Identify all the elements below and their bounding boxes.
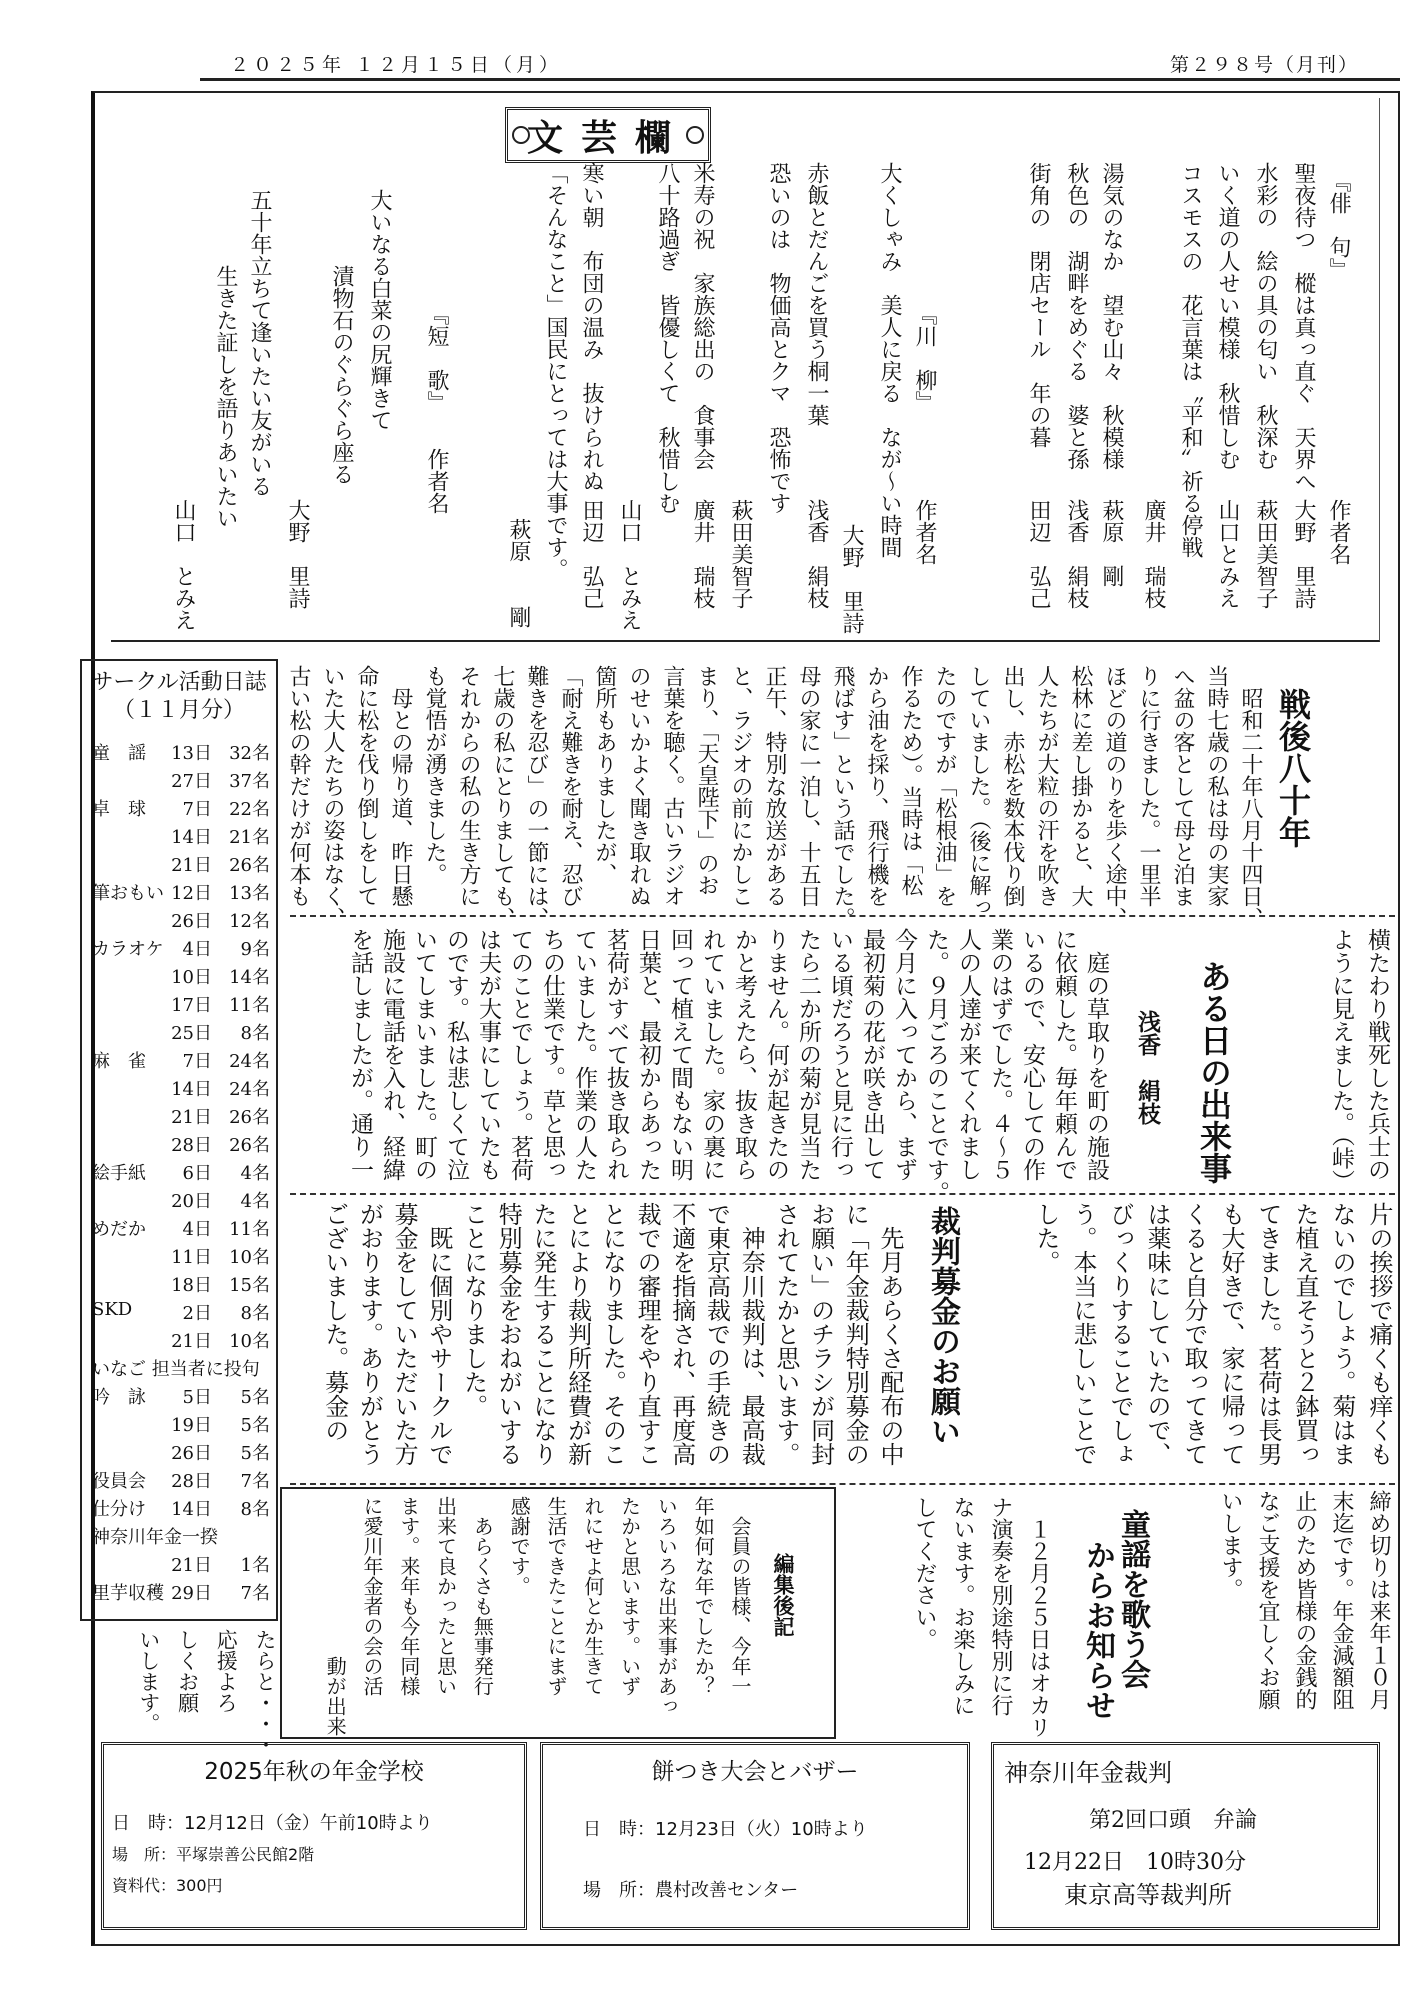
text-line: 人の人達が来てくれまし xyxy=(955,928,981,1181)
log-row xyxy=(88,1159,272,1187)
poem-text: 寒い朝 布団の温み 抜けられぬ xyxy=(579,162,604,492)
notice-title: 餅つき大会とバザー xyxy=(651,1759,859,1785)
circle-name: カラオケ xyxy=(92,939,164,960)
poem-text: 大くしゃみ 美人に戻る なが～い時間 xyxy=(877,162,902,558)
activity-date: 6日 xyxy=(182,1163,212,1184)
activity-date: 7日 xyxy=(182,799,212,820)
text-line: ていました。作業の人た xyxy=(571,928,597,1181)
text-line: 年如何な年でしたか？ xyxy=(691,1496,716,1696)
text-line: ます。来年も今年同様 xyxy=(396,1496,421,1696)
log-row xyxy=(88,1355,272,1383)
text-line: 最初菊の花が咲き出して xyxy=(859,928,885,1181)
poem-text: 大いなる白菜の尻輝きて xyxy=(367,189,392,431)
poem-text: 米寿の祝 家族総出の 食事会 xyxy=(690,162,715,470)
log-row xyxy=(88,1551,272,1579)
text-line: いします。 xyxy=(1218,1490,1243,1600)
text-line: 不適を指摘され、再度高 xyxy=(667,1202,696,1466)
log-row xyxy=(88,1495,272,1523)
text-line: いた大人たちの姿はなく、 xyxy=(320,665,345,929)
header-rule xyxy=(200,78,1400,81)
log-row xyxy=(88,1271,272,1299)
circle-activity-log xyxy=(80,659,278,1621)
attendance-count: 15名 xyxy=(229,1275,270,1296)
attendance-count: 5名 xyxy=(240,1443,270,1464)
article-author-aruhi: 浅香 絹枝 xyxy=(1134,1010,1160,1125)
attendance-count: 21名 xyxy=(229,827,270,848)
circle-name: 吟 詠 xyxy=(92,1387,146,1408)
notice-place: 場 所：平塚崇善公民館2階 xyxy=(112,1845,315,1864)
text-line: へ盆の客として母と泊ま xyxy=(1170,665,1195,907)
attendance-count: 9名 xyxy=(240,939,270,960)
circle-name: 役員会 xyxy=(92,1471,146,1492)
text-line: たに発生することになり xyxy=(528,1202,557,1466)
activity-date: 21日 xyxy=(171,1555,212,1576)
text-line: ことになりました。 xyxy=(459,1202,488,1418)
attendance-count: 26名 xyxy=(229,1107,270,1128)
text-line: 言葉を聴く。古いラジオ xyxy=(660,665,685,907)
activity-date: 14日 xyxy=(171,1079,212,1100)
text-line: あらくさも無事発行 xyxy=(470,1496,495,1696)
text-line: た植え直そうと２鉢買っ xyxy=(1291,1202,1319,1466)
bungei-title: 文芸欄 xyxy=(526,117,689,159)
attendance-count: 24名 xyxy=(229,1079,270,1100)
notice-title: 神奈川年金裁判 xyxy=(1004,1759,1172,1787)
text-line: も覚悟が湧きました。 xyxy=(422,665,447,885)
poem-author: 田辺 弘己 xyxy=(1026,499,1051,609)
poem-text: 湯気のなか 望む山々 秋模様 xyxy=(1099,162,1124,470)
article-douyou xyxy=(905,1496,1057,1741)
poem-author: 廣井 瑞枝 xyxy=(1141,499,1166,609)
attendance-count: 11名 xyxy=(229,995,270,1016)
text-line: 母との帰り道、昨日懸 xyxy=(388,665,413,907)
text-line: も大好きで、家に帰って xyxy=(1217,1202,1245,1466)
activity-date: 26日 xyxy=(171,1443,212,1464)
log-row xyxy=(88,991,272,1019)
text-line: 人たちが大粒の汗を吹き xyxy=(1034,665,1059,907)
log-row xyxy=(88,1243,272,1271)
circle-name: いなご 担当者に投句 xyxy=(92,1359,260,1380)
poem-author: 山口とみえ xyxy=(1215,499,1240,609)
text-line: 末迄です。年金減額阻 xyxy=(1329,1490,1354,1710)
log-row xyxy=(88,1299,272,1327)
attendance-count: 10名 xyxy=(229,1331,270,1352)
text-line: りに行きました。一里半 xyxy=(1136,665,1161,907)
text-line: 裁での審理をやり直すこ xyxy=(633,1202,662,1466)
text-line: 止のため皆様の金銭的 xyxy=(1292,1490,1317,1710)
activity-date: 26日 xyxy=(171,911,212,932)
text-line: う。本当に悲しいことで xyxy=(1069,1202,1097,1466)
text-line: とになりました。そのこ xyxy=(598,1202,627,1466)
log-row xyxy=(88,739,272,767)
attendance-count: 14名 xyxy=(229,967,270,988)
text-line: たら二か所の菊が見当た xyxy=(795,928,821,1181)
log-row xyxy=(88,1523,272,1551)
text-line: れにせよ何とか生きて xyxy=(580,1496,605,1696)
poem-author: 大野 里詩 xyxy=(1291,499,1316,609)
text-line: いします。 xyxy=(136,1629,161,1734)
log-row xyxy=(88,1411,272,1439)
text-line: 古い松の幹だけが何本も xyxy=(286,665,311,907)
attendance-count: 10名 xyxy=(229,1247,270,1268)
text-line: 片の挨拶で痛くも痒くも xyxy=(1365,1202,1393,1466)
log-row xyxy=(88,935,272,963)
attendance-count: 7名 xyxy=(240,1583,270,1604)
text-line: りません。何が起きたの xyxy=(763,928,789,1181)
notice-place: 場 所：農村改善センター xyxy=(583,1880,799,1901)
text-line: 動が出来 xyxy=(323,1656,348,1736)
text-line: に「年金裁判特別募金の xyxy=(841,1202,870,1466)
poem-author: 山口 とみえ xyxy=(171,499,196,631)
text-line: なご支援を宜しくお願 xyxy=(1255,1490,1280,1710)
attendance-count: 12名 xyxy=(229,911,270,932)
divider xyxy=(290,1193,1395,1195)
poem-author: 萩原 剛 xyxy=(506,518,531,628)
notice-datetime: 12月22日 10時30分 xyxy=(1024,1850,1246,1875)
text-line: 神奈川裁判は、最高裁 xyxy=(737,1202,766,1466)
poem-author: 山口 とみえ xyxy=(617,499,642,631)
log-title: サークル活動日誌 xyxy=(91,670,267,695)
text-line: ないます。お楽しみに xyxy=(950,1496,975,1716)
activity-date: 21日 xyxy=(171,855,212,876)
text-line: たのですが「松根油」を xyxy=(932,665,957,907)
issue-number: 第２９８号（月刊） xyxy=(1170,54,1360,76)
activity-date: 14日 xyxy=(171,827,212,848)
poem-author: 萩田美智子 xyxy=(1253,499,1278,609)
notice-trial xyxy=(991,1742,1380,1930)
text-line: １２月２５日はオカリ xyxy=(1026,1496,1051,1738)
text-line: たらと・・・ xyxy=(253,1629,277,1755)
attendance-count: 5名 xyxy=(240,1387,270,1408)
poem-author: 浅香 絹枝 xyxy=(804,499,829,609)
attendance-count: 5名 xyxy=(240,1415,270,1436)
text-line: てのことでしょう。茗荷 xyxy=(507,928,533,1181)
author-column-heading: 作者名 xyxy=(912,499,937,565)
text-line: とにより裁判所経費が新 xyxy=(563,1202,592,1466)
text-line: と、ラジオの前にかしこ xyxy=(728,665,753,907)
notice-datetime: 日 時：12月12日（金）午前10時より xyxy=(112,1813,433,1834)
attendance-count: 37名 xyxy=(229,771,270,792)
log-row xyxy=(88,1383,272,1411)
log-row xyxy=(88,767,272,795)
notice-mochi xyxy=(540,1742,970,1930)
text-line: ナ演奏を別途特別に行 xyxy=(988,1496,1013,1716)
issue-date: ２０２５年 １２月１５日（月） xyxy=(230,54,563,76)
cloud-ornament-icon xyxy=(686,126,704,144)
log-row xyxy=(88,1075,272,1103)
text-line: 出し、赤松を数本伐り倒 xyxy=(1000,665,1025,907)
article-title-douyou: 童謡を歌う会 xyxy=(1115,1509,1150,1689)
circle-name: 仕分け xyxy=(92,1499,146,1520)
text-line: 今月に入ってから、まず xyxy=(891,928,917,1181)
log-row xyxy=(88,851,272,879)
activity-date: 4日 xyxy=(182,939,212,960)
notice-pension-school xyxy=(101,1742,527,1930)
poem-text: 五十年立ちて逢いたい友がいる xyxy=(247,189,272,497)
text-line: 横たわり戦死した兵士の xyxy=(1364,928,1390,1181)
editor-note xyxy=(316,1496,758,1734)
poem-text: 街角の 閉店セール 年の暮 xyxy=(1026,162,1051,448)
text-line: くると自分で取ってきて xyxy=(1180,1202,1208,1466)
section-heading: 『川 柳』 xyxy=(912,303,937,413)
poem-text: 「そんなこと」国民にとっては大事です。 xyxy=(543,162,568,580)
text-line: は夫が大事にしていたも xyxy=(475,928,501,1181)
text-line: ように見えました。（峠） xyxy=(1328,928,1354,1193)
text-line: ほどの道のりを歩く途中、 xyxy=(1102,665,1127,929)
circle-name: 麻 雀 xyxy=(92,1051,146,1072)
text-line: 箇所もありましたが、 xyxy=(592,665,617,885)
text-line: ございました。募金の xyxy=(320,1202,349,1442)
activity-date: 21日 xyxy=(171,1107,212,1128)
article-title-bokin: 裁判募金のお願い xyxy=(925,1206,960,1446)
log-row xyxy=(88,1439,272,1467)
text-line: た。９月ごろのことです。 xyxy=(923,928,949,1204)
attendance-count: 26名 xyxy=(229,1135,270,1156)
text-line: 施設に電話を入れ、経緯 xyxy=(379,928,405,1181)
text-line: 松林に差し掛かると、大 xyxy=(1068,665,1093,907)
notice-datetime: 日 時：12月23日（火）10時より xyxy=(583,1819,868,1840)
text-line: いるので、安心しての作 xyxy=(1019,928,1045,1181)
text-line: に依頼した。毎年頼んで xyxy=(1051,928,1077,1181)
poem-author: 浅香 絹枝 xyxy=(1064,499,1089,609)
article-title-sengo: 戦後八十年 xyxy=(1274,688,1312,848)
text-line: たかと思います。いず xyxy=(617,1496,642,1696)
log-row xyxy=(88,963,272,991)
activity-date: 2日 xyxy=(182,1303,212,1324)
activity-date: 14日 xyxy=(171,1499,212,1520)
text-line: びっくりすることでしょ xyxy=(1106,1202,1134,1466)
text-line: 七歳の私にとりましても、 xyxy=(490,665,515,929)
poem-author: 廣井 瑞枝 xyxy=(690,499,715,609)
author-column-heading: 作者名 xyxy=(1326,499,1351,565)
log-row xyxy=(88,1579,272,1607)
circle-name: 童 謡 xyxy=(92,743,146,764)
activity-date: 20日 xyxy=(171,1191,212,1212)
notice-session: 第2回口頭 弁論 xyxy=(1089,1808,1257,1833)
text-line: かと考えたら、抜き取ら xyxy=(731,928,757,1181)
notice-fee: 資料代：300円 xyxy=(112,1876,223,1895)
text-line: ないのでしょう。菊はま xyxy=(1328,1202,1356,1466)
text-line: 感謝です。 xyxy=(507,1496,532,1596)
poem-text: 赤飯とだんごを買う桐一葉 xyxy=(804,162,829,426)
attendance-count: 32名 xyxy=(229,743,270,764)
text-line: 「耐え難きを耐え、忍び xyxy=(558,665,583,907)
log-row xyxy=(88,1327,272,1355)
circle-name: 里芋収穫 xyxy=(92,1583,164,1604)
section-heading: 『俳 句』 xyxy=(1326,170,1351,280)
log-row xyxy=(88,879,272,907)
text-line: 既に個別やサークルで xyxy=(424,1202,453,1466)
text-line: していました。（後に解っ xyxy=(966,665,991,918)
activity-date: 10日 xyxy=(171,967,212,988)
text-line: 飛ばす」という話でした。 xyxy=(830,665,855,929)
article-sengo xyxy=(281,665,1267,929)
editor-note-continued xyxy=(129,1629,284,1755)
attendance-count: 13名 xyxy=(229,883,270,904)
bungei-title-banner xyxy=(505,107,711,163)
text-line: に愛川年金者の会の活 xyxy=(360,1496,385,1696)
text-line: した。 xyxy=(1032,1202,1060,1274)
text-line: それからの私の生き方に xyxy=(456,665,481,907)
text-line: 難きを忍び」の一節には、 xyxy=(524,665,549,929)
text-line: いる頃だろうと見に行っ xyxy=(827,928,853,1181)
poem-author: 大野 里詩 xyxy=(839,524,864,634)
text-line: 先月あらくさ配布の中 xyxy=(876,1202,904,1466)
activity-date: 28日 xyxy=(171,1135,212,1156)
activity-date: 4日 xyxy=(182,1219,212,1240)
log-row xyxy=(88,1467,272,1495)
log-row xyxy=(88,1215,272,1243)
attendance-count: 26名 xyxy=(229,855,270,876)
poem-text: コスモスの 花言葉は〝平和〟祈る停戦 xyxy=(1178,162,1203,558)
poem-text: 生きた証しを語りあいたい xyxy=(213,265,238,529)
editor-note-title: 編集後記 xyxy=(771,1553,795,1637)
article-sengo-continued xyxy=(1323,928,1395,1193)
attendance-count: 8名 xyxy=(240,1023,270,1044)
text-line: 正午、特別な放送がある xyxy=(762,665,787,907)
poem-author: 萩原 剛 xyxy=(1099,499,1124,587)
activity-date: 18日 xyxy=(171,1275,212,1296)
poem-author: 大野 里詩 xyxy=(285,499,310,609)
log-row xyxy=(88,1131,272,1159)
text-line: しくお願 xyxy=(175,1629,200,1713)
article-bokin xyxy=(317,1202,907,1482)
text-line: 応援よろ xyxy=(214,1629,239,1713)
text-line: 庭の草取りを町の施設 xyxy=(1083,928,1109,1181)
text-line: 昭和二十年八月十四日、 xyxy=(1238,665,1263,929)
circle-name: 絵手紙 xyxy=(92,1163,146,1184)
text-line: から油を採り、飛行機を xyxy=(864,665,889,907)
poem-text: 聖夜待つ 樅は真っ直ぐ 天界へ xyxy=(1291,162,1316,492)
text-line: 生活できたことにまず xyxy=(544,1496,569,1696)
text-line: 募金をしていただいた方 xyxy=(390,1202,419,1466)
activity-date: 12日 xyxy=(171,883,212,904)
circle-name: SKD xyxy=(92,1299,133,1320)
log-row xyxy=(88,1103,272,1131)
attendance-count: 22名 xyxy=(229,799,270,820)
text-line: されてたかと思います。 xyxy=(771,1202,800,1466)
log-row xyxy=(88,907,272,935)
circle-name: 神奈川年金一揆 xyxy=(92,1527,218,1548)
activity-date: 17日 xyxy=(171,995,212,1016)
text-line: 母の家に一泊し、十五日 xyxy=(796,665,821,907)
article-title-aruhi: ある日の出来事 xyxy=(1195,960,1233,1184)
notice-court: 東京高等裁判所 xyxy=(1064,1881,1232,1909)
attendance-count: 4名 xyxy=(240,1191,270,1212)
text-line: いてしまいました。町の xyxy=(411,928,437,1181)
text-line: で東京高裁での手続きの xyxy=(702,1202,731,1466)
poem-text: 水彩の 絵の具の匂い 秋深む xyxy=(1253,162,1278,470)
text-line: れていました。家の裏に xyxy=(699,928,725,1181)
activity-date: 29日 xyxy=(171,1583,212,1604)
text-line: 出来て良かったと思い xyxy=(433,1496,458,1696)
article-aruhi xyxy=(344,928,1112,1204)
text-line: のです。私は悲しくて泣 xyxy=(443,928,469,1181)
article-title-douyou-2: からお知らせ xyxy=(1080,1540,1115,1720)
poem-text: 漬物石のぐらぐら座る xyxy=(329,265,354,485)
poem-text: 恐いのは 物価高とクマ 恐怖です xyxy=(766,162,791,514)
activity-date: 11日 xyxy=(171,1247,212,1268)
poem-text: 八十路過ぎ 皆優しくて 秋惜しむ xyxy=(655,162,680,514)
attendance-count: 7名 xyxy=(240,1471,270,1492)
log-row xyxy=(88,1047,272,1075)
log-row xyxy=(88,1187,272,1215)
circle-name: 卓 球 xyxy=(92,799,146,820)
text-line: 当時七歳の私は母の実家 xyxy=(1204,665,1229,907)
text-line: お願い」のチラシが同封 xyxy=(806,1202,835,1466)
notice-title: 2025年秋の年金学校 xyxy=(204,1759,424,1785)
circle-name: めだか xyxy=(92,1219,146,1240)
text-line: 日葉と、最初からあった xyxy=(635,928,661,1181)
activity-date: 21日 xyxy=(171,1331,212,1352)
text-line: 回って植えて間もない明 xyxy=(667,928,693,1181)
poem-author: 萩田美智子 xyxy=(728,499,753,609)
article-bokin-continued xyxy=(1212,1490,1397,1740)
article-aruhi-continued xyxy=(1027,1202,1397,1482)
attendance-count: 4名 xyxy=(240,1163,270,1184)
attendance-count: 1名 xyxy=(240,1555,270,1576)
divider xyxy=(290,1483,1395,1485)
text-line: 会員の皆様、今年一 xyxy=(728,1496,752,1696)
activity-date: 25日 xyxy=(171,1023,212,1044)
activity-date: 13日 xyxy=(171,743,212,764)
text-line: 業のはずでした。４～５ xyxy=(987,928,1013,1181)
text-line: 茗荷がすべて抜き取られ xyxy=(603,928,629,1181)
cloud-ornament-icon xyxy=(512,126,530,144)
text-line: 作るため）。当時は「松 xyxy=(898,665,923,896)
poem-text: いく道の人せい模様 秋惜しむ xyxy=(1215,162,1240,470)
log-subtitle: （１１月分） xyxy=(112,698,245,723)
circle-name: 筆おもい xyxy=(92,883,164,904)
text-line: てきました。茗荷は長男 xyxy=(1254,1202,1282,1466)
text-line: してください。 xyxy=(912,1496,937,1650)
text-line: がおります。ありがとう xyxy=(355,1202,384,1466)
text-line: ちの仕業です。草と思っ xyxy=(539,928,565,1181)
attendance-count: 11名 xyxy=(229,1219,270,1240)
attendance-count: 8名 xyxy=(240,1499,270,1520)
attendance-count: 8名 xyxy=(240,1303,270,1324)
log-row xyxy=(88,823,272,851)
activity-date: 28日 xyxy=(171,1471,212,1492)
attendance-count: 24名 xyxy=(229,1051,270,1072)
poem-author: 田辺 弘己 xyxy=(579,499,604,609)
section-heading: 『短 歌』 xyxy=(424,303,449,413)
text-line: 命に松を伐り倒しをして xyxy=(354,665,379,907)
log-row xyxy=(88,795,272,823)
poem-text: 秋色の 湖畔をめぐる 婆と孫 xyxy=(1064,162,1089,470)
log-row xyxy=(88,1019,272,1047)
activity-date: 7日 xyxy=(182,1051,212,1072)
text-line: 特別募金をおねがいする xyxy=(494,1202,523,1466)
author-column-heading: 作者名 xyxy=(424,448,449,514)
text-line: のせいかよく聞き取れぬ xyxy=(626,665,651,907)
text-line: 締め切りは来年１０月 xyxy=(1366,1490,1391,1710)
activity-date: 27日 xyxy=(171,771,212,792)
text-line: は薬味にしていたので、 xyxy=(1143,1202,1171,1466)
text-line: まり、「天皇陛下」のお xyxy=(694,665,719,896)
activity-date: 5日 xyxy=(182,1387,212,1408)
activity-date: 19日 xyxy=(171,1415,212,1436)
text-line: いろいろな出来事があっ xyxy=(654,1496,679,1716)
text-line: を話しましたが。通り一 xyxy=(347,928,373,1181)
